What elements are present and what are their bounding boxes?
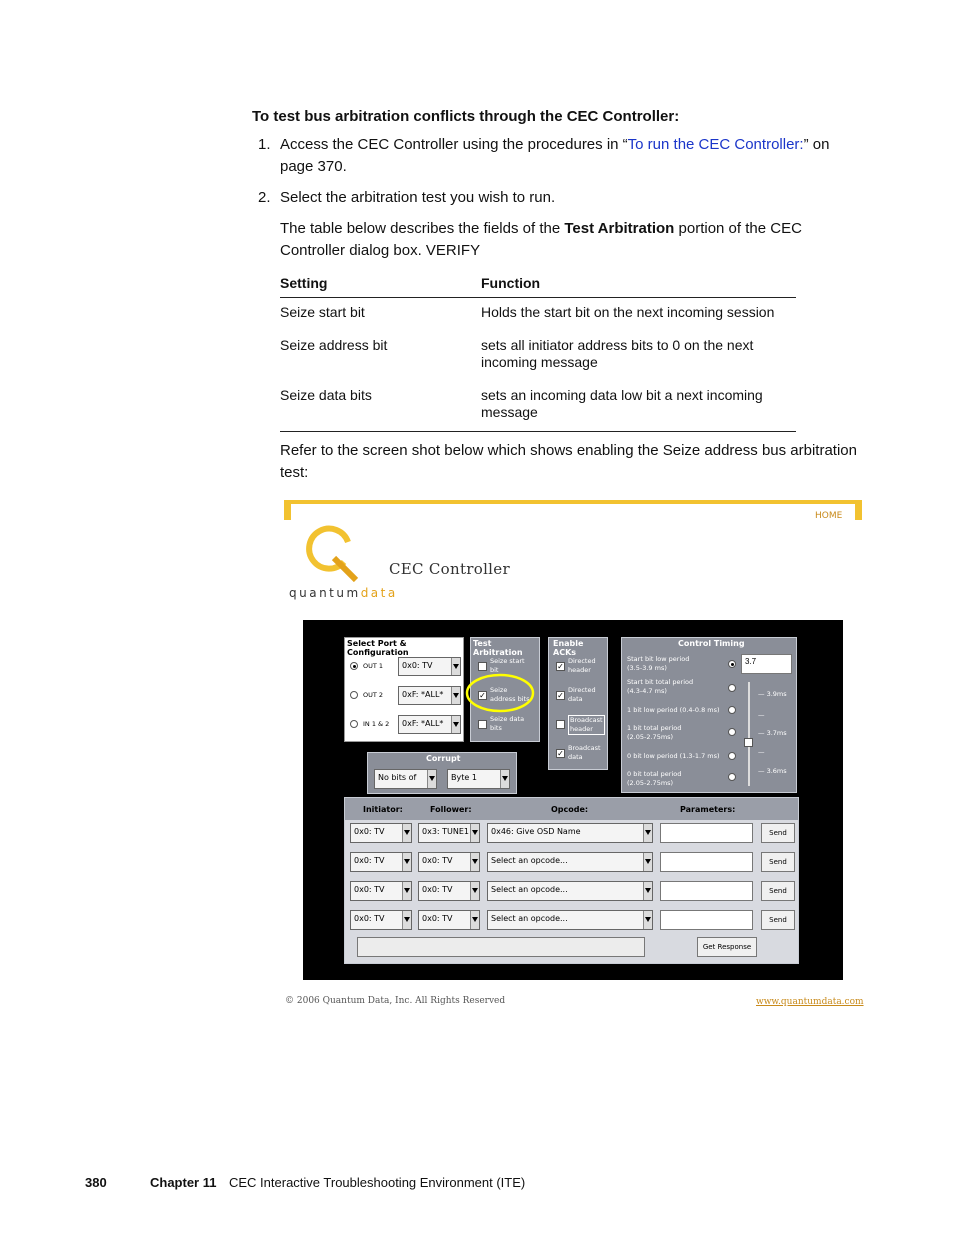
header-bar <box>284 500 862 504</box>
step-2-text: Select the arbitration test you wish to run. <box>280 189 556 206</box>
chevron-down-icon <box>470 911 479 929</box>
port-out2-label: OUT 2 <box>363 691 384 699</box>
response-field[interactable] <box>357 937 645 957</box>
setting-cell: Seize data bits <box>280 381 481 432</box>
step-2 <box>258 187 858 209</box>
chapter-label: Chapter 11 <box>150 1175 217 1190</box>
get-response-button[interactable]: Get Response <box>697 937 757 957</box>
highlight-circle <box>464 672 536 714</box>
chevron-down-icon <box>427 770 436 788</box>
timing-0bit-low-radio[interactable] <box>728 752 736 760</box>
home-link[interactable]: HOME <box>815 511 843 521</box>
step-1-text-line2: page 370. <box>280 158 347 175</box>
timing-0bit-total-label: 0 bit total period (2.05-2.75ms) <box>627 770 682 787</box>
initiator-select[interactable]: 0x0: TV <box>350 852 412 872</box>
chevron-down-icon <box>643 882 652 900</box>
header-bar-right <box>855 500 862 520</box>
opcode-select[interactable]: 0x46: Give OSD Name <box>487 823 653 843</box>
timing-panel-title: Control Timing <box>678 639 745 648</box>
chevron-down-icon <box>470 882 479 900</box>
timing-slider-handle[interactable] <box>744 738 753 747</box>
column-header-setting: Setting <box>280 274 481 298</box>
chevron-down-icon <box>402 853 411 871</box>
function-cell: sets an incoming data low bit a next incoming message <box>481 381 796 432</box>
port-out2-radio[interactable] <box>350 691 358 699</box>
port-config-panel <box>344 637 464 742</box>
chevron-down-icon <box>643 824 652 842</box>
seize-start-bit-label: Seize start bit <box>490 657 525 674</box>
chevron-down-icon <box>402 824 411 842</box>
parameters-header: Parameters: <box>680 805 736 814</box>
opcode-select[interactable]: Select an opcode... <box>487 852 653 872</box>
settings-table <box>280 274 796 432</box>
header-bar-left <box>284 500 291 520</box>
follower-header: Follower: <box>430 805 472 814</box>
timing-start-bit-total-label: Start bit total period (4.3-4.7 ms) <box>627 678 694 695</box>
refer-paragraph <box>280 440 880 484</box>
port-in-label: IN 1 & 2 <box>363 720 390 728</box>
opcode-select[interactable]: Select an opcode... <box>487 881 653 901</box>
quantum-data-logo-icon <box>300 518 364 582</box>
logo-wordmark: quantumdata <box>289 586 398 600</box>
seize-start-bit-checkbox[interactable] <box>478 662 487 671</box>
chevron-down-icon <box>451 716 460 733</box>
refer-text: Refer to the screen shot below which shows enabling the Seize address bus arbitration <box>280 442 857 459</box>
directed-header-label: Directed header <box>568 657 596 674</box>
table-row <box>280 331 796 381</box>
chevron-down-icon <box>643 911 652 929</box>
send-button[interactable]: Send <box>761 881 795 901</box>
broadcast-header-label: Broadcast header <box>570 716 603 733</box>
timing-start-bit-low-label: Start bit low period (3.5-3.9 ms) <box>627 655 690 672</box>
seize-address-bits-checkbox[interactable]: ✓ <box>479 691 486 700</box>
enable-acks-panel <box>548 637 608 770</box>
broadcast-data-label: Broadcast data <box>568 744 601 761</box>
step-1-number: 1. <box>258 136 271 153</box>
send-button[interactable]: Send <box>761 910 795 930</box>
app-title: CEC Controller <box>389 560 510 578</box>
step-1 <box>258 134 858 178</box>
chevron-down-icon <box>402 882 411 900</box>
scale-top-label: — 3.9ms <box>758 690 787 698</box>
message-panel <box>344 797 799 964</box>
port-out2-select[interactable]: 0xF: *ALL* <box>398 686 461 705</box>
step-1-text: Access the CEC Controller using the procedures in “ <box>280 136 628 153</box>
seize-data-bits-checkbox[interactable] <box>478 720 487 729</box>
port-in-select[interactable]: 0xF: *ALL* <box>398 715 461 734</box>
follower-select[interactable]: 0x0: TV <box>418 881 480 901</box>
initiator-header: Initiator: <box>363 805 403 814</box>
page-number: 380 <box>85 1175 107 1190</box>
chapter-title: CEC Interactive Troubleshooting Environment (ITE) <box>229 1175 526 1190</box>
intro-text-line2: Controller dialog box. VERIFY <box>280 242 481 259</box>
seize-data-bits-label: Seize data bits <box>490 715 525 732</box>
acks-panel-title: Enable ACKs <box>553 639 584 657</box>
timing-0bit-total-radio[interactable] <box>728 773 736 781</box>
opcode-header: Opcode: <box>551 805 589 814</box>
corrupt-byte-select[interactable]: Byte 1 <box>447 769 510 789</box>
scale-tick: — <box>758 711 765 719</box>
step-1-link[interactable]: To run the CEC Controller: <box>627 136 804 153</box>
chevron-down-icon <box>402 911 411 929</box>
timing-value-input[interactable]: 3.7 <box>741 654 792 674</box>
scale-mid-label: — 3.7ms <box>758 729 787 737</box>
parameters-input[interactable] <box>660 881 753 901</box>
column-header-function: Function <box>481 274 796 298</box>
port-out1-radio[interactable] <box>350 662 358 670</box>
function-cell: Holds the start bit on the next incoming session <box>481 304 775 320</box>
intro-text-end: portion of the CEC <box>674 220 802 237</box>
port-out1-select[interactable]: 0x0: TV <box>398 657 461 676</box>
directed-header-checkbox[interactable]: ✓ <box>557 662 564 671</box>
port-out1-label: OUT 1 <box>363 662 384 670</box>
send-button[interactable]: Send <box>761 852 795 872</box>
step-2-number: 2. <box>258 189 271 206</box>
follower-select[interactable]: 0x3: TUNE1 <box>418 823 480 843</box>
chevron-down-icon <box>643 853 652 871</box>
corrupt-panel <box>367 752 517 794</box>
table-row <box>280 298 796 332</box>
initiator-select[interactable]: 0x0: TV <box>350 910 412 930</box>
port-panel-title: Select Port & Configuration <box>347 639 409 657</box>
intro-paragraph <box>280 218 860 262</box>
setting-cell: Seize start bit <box>280 304 365 320</box>
setting-cell: Seize address bit <box>280 337 388 353</box>
timing-slider-track[interactable] <box>748 682 750 786</box>
timing-1bit-low-radio[interactable] <box>728 706 736 714</box>
chevron-down-icon <box>451 658 460 675</box>
timing-1bit-total-label: 1 bit total period (2.05-2.75ms) <box>627 724 682 741</box>
refer-text-line2: test: <box>280 464 309 481</box>
scale-tick: — <box>758 748 765 756</box>
corrupt-panel-title: Corrupt <box>426 754 461 763</box>
initiator-select[interactable]: 0x0: TV <box>350 823 412 843</box>
follower-select[interactable]: 0x0: TV <box>418 910 480 930</box>
chevron-down-icon <box>500 770 509 788</box>
parameters-input[interactable] <box>660 852 753 872</box>
timing-1bit-low-label: 1 bit low period (0.4-0.8 ms) <box>627 706 720 714</box>
parameters-input[interactable] <box>660 910 753 930</box>
chevron-down-icon <box>470 824 479 842</box>
directed-data-label: Directed data <box>568 686 596 703</box>
website-link[interactable]: www.quantumdata.com <box>756 997 864 1007</box>
directed-data-checkbox[interactable]: ✓ <box>557 691 564 700</box>
timing-0bit-low-label: 0 bit low period (1.3-1.7 ms) <box>627 752 720 760</box>
intro-bold: Test Arbitration <box>564 220 675 237</box>
chevron-down-icon <box>451 687 460 704</box>
function-cell: sets all initiator address bits to 0 on the next incoming message <box>481 337 754 370</box>
send-button[interactable]: Send <box>761 823 795 843</box>
intro-text: The table below describes the fields of the <box>280 220 565 237</box>
scale-bottom-label: — 3.6ms <box>758 767 787 775</box>
corrupt-bits-select[interactable]: No bits of <box>374 769 437 789</box>
parameters-input[interactable] <box>660 823 753 843</box>
follower-select[interactable]: 0x0: TV <box>418 852 480 872</box>
copyright-notice: © 2006 Quantum Data, Inc. All Rights Reserved <box>285 996 506 1006</box>
procedure-heading: To test bus arbitration conflicts through the CEC Controller: <box>252 108 680 125</box>
timing-start-bit-low-radio[interactable] <box>728 660 736 668</box>
control-timing-panel <box>621 637 797 793</box>
broadcast-header-checkbox[interactable] <box>556 720 565 729</box>
step-1-text-end: ” on <box>803 136 830 153</box>
broadcast-data-checkbox[interactable]: ✓ <box>557 749 564 758</box>
arbitration-panel-title: Test Arbitration <box>473 639 523 657</box>
opcode-select[interactable]: Select an opcode... <box>487 910 653 930</box>
initiator-select[interactable]: 0x0: TV <box>350 881 412 901</box>
timing-1bit-total-radio[interactable] <box>728 728 736 736</box>
timing-start-bit-total-radio[interactable] <box>728 684 736 692</box>
chevron-down-icon <box>470 853 479 871</box>
table-row <box>280 381 796 432</box>
port-in-radio[interactable] <box>350 720 358 728</box>
seize-address-bits-label: Seize address bits <box>490 686 530 703</box>
